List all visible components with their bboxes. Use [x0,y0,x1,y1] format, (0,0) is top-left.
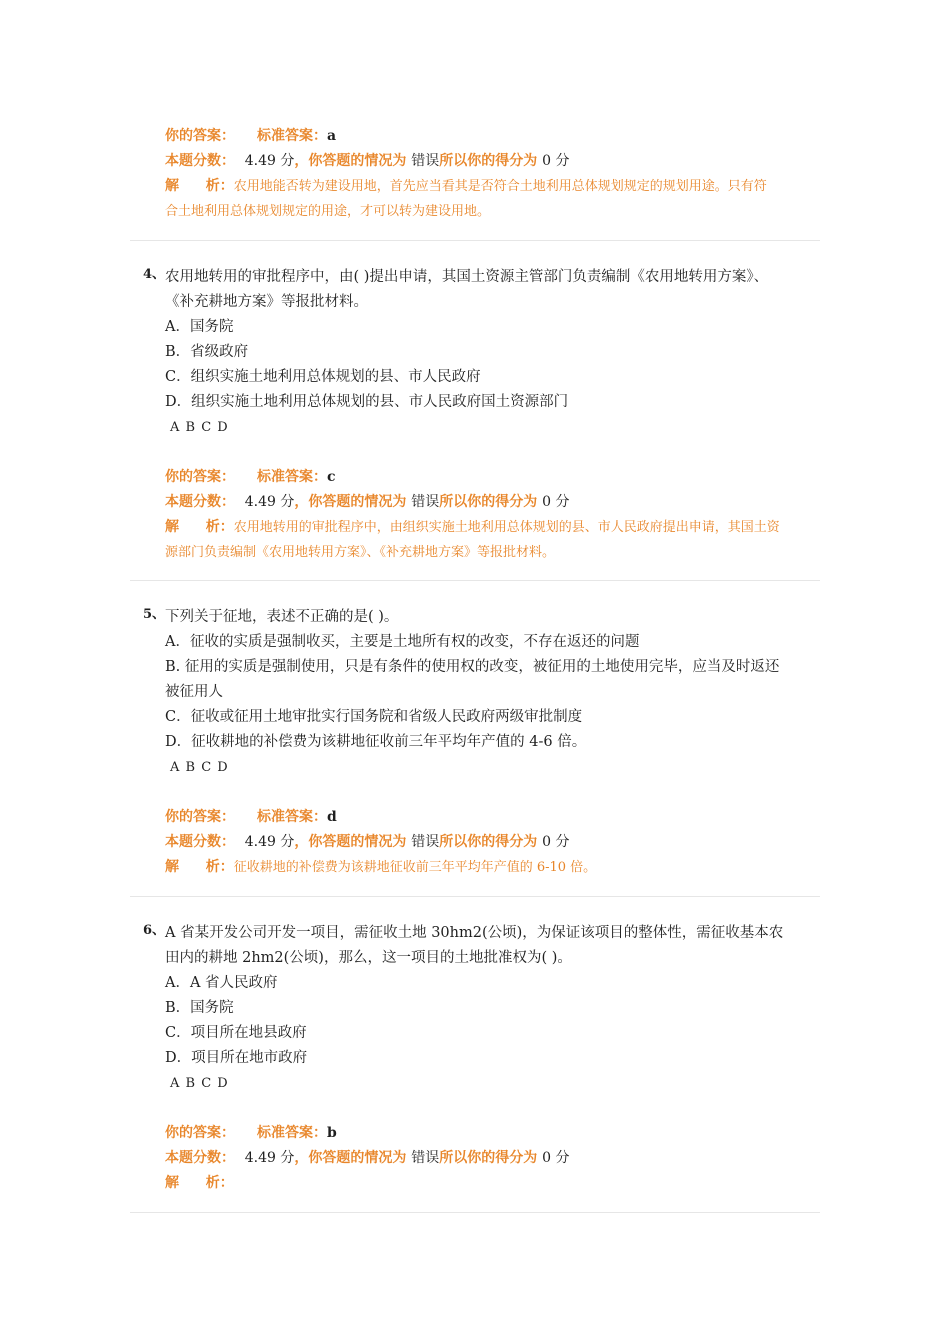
score-suffix: 所以你的得分为 [439,1150,538,1166]
analysis-label-b: 析： [205,859,234,875]
score-mid: ，你答题的情况为 [294,153,407,169]
divider [130,1212,820,1213]
your-answer-label: 你的答案： [165,469,235,485]
score-mid: ，你答题的情况为 [294,494,407,510]
score-value: 4.49 分 [244,153,295,169]
option-b: B．国务院 [165,1000,234,1016]
status-text: 错误 [411,1150,440,1166]
score-suffix: 所以你的得分为 [439,834,538,850]
option-a: A．A 省人民政府 [165,975,278,991]
standard-answer-value: c [327,469,336,485]
score-value: 4.49 分 [244,834,295,850]
option-c: C．征收或征用土地审批实行国务院和省级人民政府两级审批制度 [165,709,583,725]
divider [130,240,820,241]
score-value: 4.49 分 [244,494,295,510]
question-text-cont: 《补充耕地方案》等报批材料。 [165,294,368,310]
question-number: 5、 [143,607,166,622]
analysis-text-cont: 合土地利用总体规划规定的用途，才可以转为建设用地。 [165,204,491,219]
final-score: 0 分 [542,1150,570,1166]
status-text: 错误 [411,834,440,850]
analysis-row [165,1171,825,1196]
option-d: D．征收耕地的补偿费为该耕地征收前三年平均年产值的 4-6 倍。 [165,734,587,750]
divider [130,896,820,897]
answer-row [165,805,825,830]
score-suffix: 所以你的得分为 [439,494,538,510]
standard-answer-label: 标准答案： [257,809,327,825]
standard-answer-label: 标准答案： [257,1125,327,1141]
analysis-label-a: 解 [165,178,179,194]
option-b: B. 征用的实质是强制使用，只是有条件的使用权的改变，被征用的土地使用完毕，应当及时返还 [165,659,780,675]
analysis-label-a: 解 [165,859,179,875]
question-text: 下列关于征地，表述不正确的是( )。 [165,609,399,625]
standard-answer-label: 标准答案： [257,128,327,144]
analysis-text: 农用地能否转为建设用地，首先应当看其是否符合土地利用总体规划规定的规划用途。只有符 [233,179,767,194]
answer-row [165,465,825,490]
question-text-cont: 田内的耕地 2hm2(公顷)，那么，这一项目的土地批准权为( )。 [165,950,572,966]
status-text: 错误 [411,153,440,169]
final-score: 0 分 [542,834,570,850]
option-c: C．项目所在地县政府 [165,1025,307,1041]
analysis-row [165,174,825,199]
option-a: A．征收的实质是强制收买，主要是土地所有权的改变，不存在返还的问题 [165,634,640,650]
your-answer-label: 你的答案： [165,128,235,144]
your-answer-label: 你的答案： [165,1125,235,1141]
option-a: A．国务院 [165,319,234,335]
score-mid: ，你答题的情况为 [294,1150,407,1166]
score-label: 本题分数： [165,834,235,850]
standard-answer-value: a [327,128,337,144]
analysis-label-b: 析： [205,1175,234,1191]
score-mid: ，你答题的情况为 [294,834,407,850]
standard-answer-value: b [327,1125,337,1141]
analysis-text: 征收耕地的补偿费为该耕地征收前三年平均年产值的 6-10 倍。 [233,860,597,875]
question-number: 6、 [143,923,166,938]
score-row [165,490,825,515]
status-text: 错误 [411,494,440,510]
score-value: 4.49 分 [244,1150,295,1166]
score-label: 本题分数： [165,1150,235,1166]
divider [130,580,820,581]
analysis-label-a: 解 [165,519,179,535]
question-number: 4、 [143,267,166,282]
option-b: B．省级政府 [165,344,249,360]
choice-letters[interactable]: A B C D [170,760,229,775]
final-score: 0 分 [542,153,570,169]
answer-row [165,1121,825,1146]
option-d: D．项目所在地市政府 [165,1050,308,1066]
analysis-text-cont: 源部门负责编制《农用地转用方案》、《补充耕地方案》等报批材料。 [165,545,556,560]
choice-letters[interactable]: A B C D [170,1076,229,1091]
analysis-row [165,515,825,540]
score-suffix: 所以你的得分为 [439,153,538,169]
your-answer-label: 你的答案： [165,809,235,825]
standard-answer-value: d [327,809,337,825]
analysis-label-b: 析： [205,519,234,535]
score-label: 本题分数： [165,494,235,510]
choice-letters[interactable]: A B C D [170,420,229,435]
score-row [165,830,825,855]
analysis-label-a: 解 [165,1175,179,1191]
standard-answer-label: 标准答案： [257,469,327,485]
final-score: 0 分 [542,494,570,510]
score-label: 本题分数： [165,153,235,169]
option-b-cont: 被征用人 [165,684,223,700]
score-row [165,149,825,174]
question-text: 农用地转用的审批程序中，由( )提出申请，其国土资源主管部门负责编制《农用地转用方案》、 [165,269,769,285]
option-c: C．组织实施土地利用总体规划的县、市人民政府 [165,369,481,385]
score-row [165,1146,825,1171]
question-text: A 省某开发公司开发一项目，需征收土地 30hm2(公顷)，为保证该项目的整体性，需征收基本农 [165,925,784,941]
analysis-row [165,855,825,880]
analysis-text: 农用地转用的审批程序中，由组织实施土地利用总体规划的县、市人民政府提出申请，其国土资 [233,520,780,535]
analysis-label-b: 析： [205,178,234,194]
answer-row [165,124,825,149]
option-d: D．组织实施土地利用总体规划的县、市人民政府国土资源部门 [165,394,569,410]
